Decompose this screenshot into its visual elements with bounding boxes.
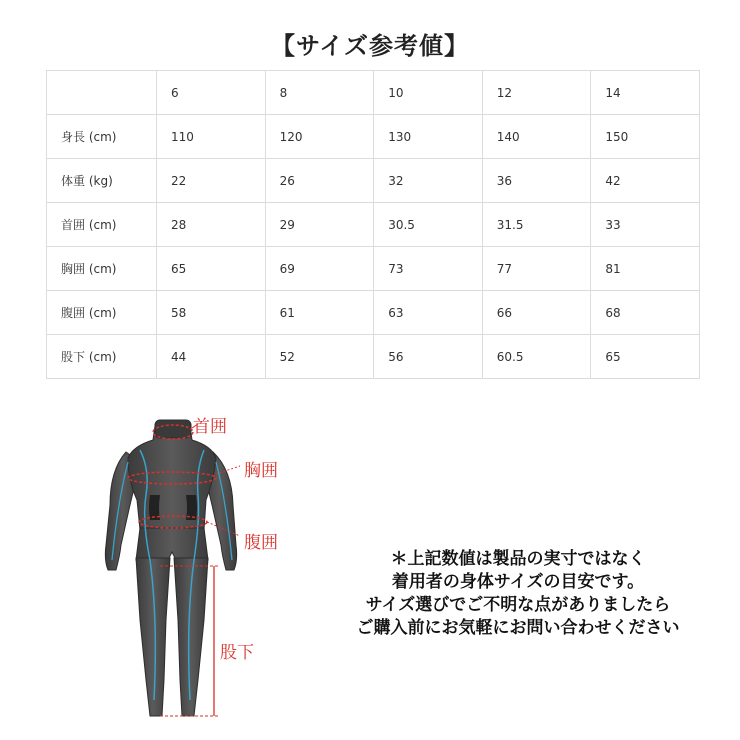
table-cell: 73 [374, 247, 483, 291]
note-line: 着用者の身体サイズの目安です。 [391, 572, 645, 592]
table-cell: 31.5 [482, 203, 591, 247]
table-cell: 65 [157, 247, 266, 291]
row-label: 身長 (cm) [47, 115, 157, 159]
table-cell: 36 [482, 159, 591, 203]
note-line: ご購入前にお気軽にお問い合わせください [356, 618, 680, 638]
neck-label: 首囲 [193, 417, 227, 437]
table-cell: 68 [591, 291, 700, 335]
header-cell: 10 [374, 71, 483, 115]
table-cell: 81 [591, 247, 700, 291]
row-label: 体重 (kg) [47, 159, 157, 203]
size-note [296, 548, 740, 640]
table-cell: 130 [374, 115, 483, 159]
row-label: 股下 (cm) [47, 335, 157, 379]
table-cell: 52 [265, 335, 374, 379]
table-cell: 69 [265, 247, 374, 291]
table-cell: 32 [374, 159, 483, 203]
page-title: 【サイズ参考値】 [270, 32, 470, 60]
table-cell: 110 [157, 115, 266, 159]
table-cell: 140 [482, 115, 591, 159]
table-cell: 33 [591, 203, 700, 247]
table-cell: 44 [157, 335, 266, 379]
inseam-label: 股下 [220, 643, 254, 663]
table-cell: 22 [157, 159, 266, 203]
header-cell: 14 [591, 71, 700, 115]
waist-label: 腹囲 [244, 533, 278, 553]
header-cell: 6 [157, 71, 266, 115]
table-cell: 65 [591, 335, 700, 379]
table-cell: 120 [265, 115, 374, 159]
table-cell: 58 [157, 291, 266, 335]
table-cell: 60.5 [482, 335, 591, 379]
note-line: サイズ選びでご不明な点がありましたら [365, 595, 671, 615]
table-cell: 63 [374, 291, 483, 335]
header-cell: 12 [482, 71, 591, 115]
table-cell: 30.5 [374, 203, 483, 247]
row-label: 胸囲 (cm) [47, 247, 157, 291]
header-cell: 8 [265, 71, 374, 115]
table-cell: 26 [265, 159, 374, 203]
note-line: ＊上記数値は製品の実寸ではなく [390, 549, 646, 569]
row-label: 首囲 (cm) [47, 203, 157, 247]
chest-label: 胸囲 [244, 461, 278, 481]
table-cell: 56 [374, 335, 483, 379]
table-cell: 28 [157, 203, 266, 247]
table-cell: 61 [265, 291, 374, 335]
row-label: 腹囲 (cm) [47, 291, 157, 335]
table-cell: 42 [591, 159, 700, 203]
table-cell: 66 [482, 291, 591, 335]
table-cell: 77 [482, 247, 591, 291]
wetsuit-icon [105, 420, 236, 716]
table-cell: 150 [591, 115, 700, 159]
table-cell: 29 [265, 203, 374, 247]
